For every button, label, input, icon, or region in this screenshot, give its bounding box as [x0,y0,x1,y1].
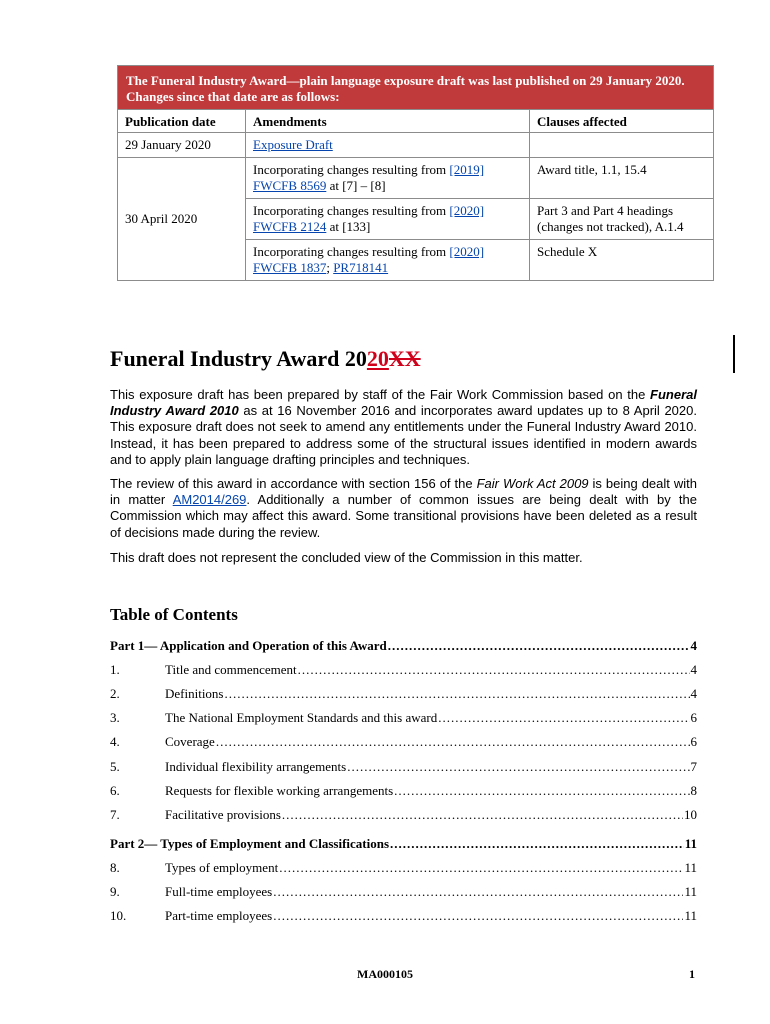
title-deleted: XX [388,346,421,371]
toc-leader [347,759,689,775]
toc-item[interactable] [110,908,697,924]
row-amendment [246,199,530,240]
revision-bar [733,335,735,373]
amendment-text: ; [326,260,334,275]
toc-label: Title and commencement [165,662,297,677]
toc-item[interactable] [110,884,697,900]
decision-link[interactable]: [2020] FWCFB 2124 [253,203,485,234]
toc-label: Part-time employees [165,908,273,923]
decision-link[interactable]: [2020] FWCFB 1837 [253,244,485,275]
toc-page: 4 [690,686,697,701]
toc-num: 10. [110,908,127,923]
act-name-emphasis: Fair Work Act 2009 [476,476,589,491]
amendment-text: at [133] [326,219,371,234]
toc-leader [273,884,683,900]
title-text: Funeral Industry Award 20 [110,346,367,371]
row-amendment [246,133,530,158]
footer-page-number: 1 [689,967,695,981]
award-name-emphasis: Funeral Industry Award 2010 [110,387,697,419]
matter-link[interactable]: AM2014/269 [172,492,247,508]
toc-leader [282,807,683,823]
toc-num: 9. [110,884,120,899]
amendments-table [117,65,714,281]
toc-label: Part 1— Application and Operation of this Award [110,638,387,653]
row-date: 29 January 2020 [118,133,246,158]
toc-page: 11 [684,884,697,899]
toc-leader [279,860,683,876]
toc-item[interactable] [110,783,697,799]
row-amendment [246,158,530,199]
footer-award-code: MA000105 [357,967,413,981]
toc-title: Table of Contents [110,605,238,624]
toc-item[interactable] [110,807,697,823]
toc-num: 6. [110,783,120,798]
header-clauses-affected: Clauses affected [530,110,714,133]
toc-part-1[interactable] [110,638,697,654]
toc-num: 2. [110,686,120,701]
toc-item[interactable] [110,710,697,726]
toc-page: 11 [684,908,697,923]
row-amendment [246,240,530,281]
toc-leader [390,836,684,852]
amendment-text: Incorporating changes resulting from [253,244,450,259]
header-publication-date: Publication date [118,110,246,133]
toc-label: Part 2— Types of Employment and Classifications [110,836,390,851]
toc-num: 3. [110,710,120,725]
toc-part-2[interactable] [110,836,697,852]
toc-leader [388,638,690,654]
toc-label: Coverage [165,734,215,749]
toc-page: 10 [684,807,697,822]
toc-leader [225,686,690,702]
toc-label: Full-time employees [165,884,273,899]
toc-page: 11 [684,836,697,851]
toc-leader [216,734,690,750]
toc-leader [298,662,690,678]
toc-num: 5. [110,759,120,774]
amendments-banner: The Funeral Industry Award—plain language exposure draft was last published on 29 January 2020. Changes since that date are as follows: [117,65,714,109]
toc-page: 6 [690,734,697,749]
amendments-grid [117,109,714,281]
toc-label: Individual flexibility arrangements [165,759,347,774]
intro-paragraph-2 [110,476,697,541]
row-clauses: Award title, 1.1, 15.4 [530,158,714,199]
para-text: is being dealt with in matter [110,476,698,508]
toc-item[interactable] [110,734,697,750]
pr-link[interactable]: PR718141 [333,260,389,275]
exposure-draft-link[interactable]: Exposure Draft [253,137,333,152]
toc-leader [438,710,689,726]
toc-page: 11 [684,860,697,875]
toc-item[interactable] [110,662,697,678]
decision-link[interactable]: [2019] FWCFB 8569 [253,162,485,193]
toc-leader [394,783,689,799]
toc-leader [273,908,683,924]
title-inserted: 20 [366,346,389,371]
row-clauses [530,133,714,158]
intro-paragraph-1 [110,387,697,468]
table-row [118,158,714,199]
toc-page: 8 [690,783,697,798]
table-header-row [118,110,714,133]
toc-page: 7 [690,759,697,774]
header-amendments: Amendments [246,110,530,133]
toc-item[interactable] [110,759,697,775]
toc-item[interactable] [110,860,697,876]
table-row [118,133,714,158]
toc-label: Types of employment [165,860,279,875]
toc-num: 1. [110,662,120,677]
para-text: The review of this award in accordance with section 156 of the [110,476,477,491]
row-date: 30 April 2020 [118,158,246,281]
amendment-text: Incorporating changes resulting from [253,162,450,177]
para-text: This exposure draft has been prepared by staff of the Fair Work Commission based on the [110,387,651,402]
toc-label: Facilitative provisions [165,807,281,822]
amendment-text: at [7] – [8] [326,178,386,193]
toc-page: 4 [690,662,697,677]
toc-label: Requests for flexible working arrangements [165,783,394,798]
intro-paragraph-3: This draft does not represent the concluded view of the Commission in this matter. [110,550,583,565]
toc-num: 8. [110,860,120,875]
toc-page: 6 [690,710,697,725]
page-title [110,346,421,372]
toc-page: 4 [690,638,697,653]
row-clauses: Schedule X [530,240,714,281]
toc-label: Definitions [165,686,224,701]
para-text: as at 16 November 2016 and incorporates award updates up to 8 April 2020. This exposure draft does not seek to amend any entitlements under the Funeral Industry Award 2010. Instead, it has been prepared to address some of the structural issues identified in modern awards and to apply plain language drafting principles and techniques. [110,403,697,467]
para-text: . Additionally a number of common issues are being dealt with by the Commission which may affect this award. Some transitional provisions have been deleted as a result of decisions made during the review. [110,492,697,540]
toc-label: The National Employment Standards and this award [165,710,438,725]
toc-num: 7. [110,807,120,822]
toc-num: 4. [110,734,120,749]
row-clauses: Part 3 and Part 4 headings (changes not tracked), A.1.4 [530,199,714,240]
toc-item[interactable] [110,686,697,702]
amendment-text: Incorporating changes resulting from [253,203,450,218]
